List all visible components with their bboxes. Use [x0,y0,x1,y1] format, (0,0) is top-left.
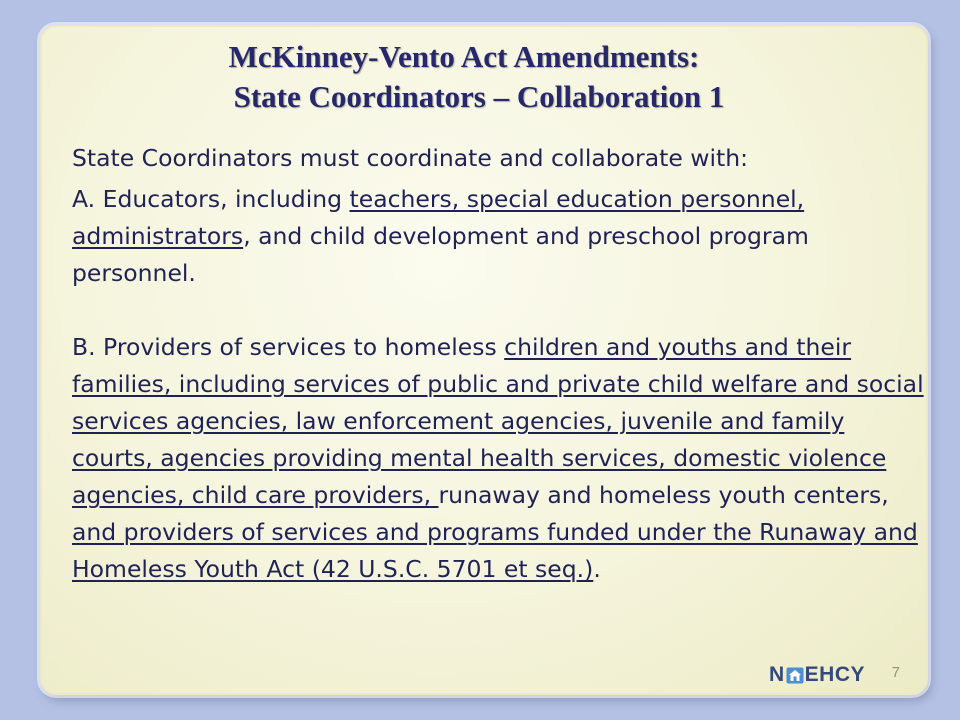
item-b-underlined-2: and providers of services and programs funded under the Runaway and Homeless Youth Act (42 U.S.C. 5701 et seq.) [72,518,918,583]
item-a-paragraph [72,181,928,292]
slide-title [42,37,926,117]
house-icon [786,667,804,684]
item-a-suffix: , and child development and preschool program personnel. [72,222,809,287]
item-b-paragraph [72,329,928,588]
item-a-underlined: teachers, special education personnel, administrators [72,185,805,250]
logo-text-right: EHCY [804,663,866,686]
item-b-middle: runaway and homeless youth centers, [438,481,889,509]
item-b-suffix: . [593,555,601,583]
item-b-underlined-1: children and youths and their families, including services of public and private child welfare and social services agencies, law enforcement agencies, juvenile and family courts, agencies providing mental health services, domestic violence agencies, child care providers, [72,333,924,509]
slide-body [72,140,928,588]
title-line-2: State Coordinators – Collaboration 1 [233,79,725,114]
item-a-prefix: A. Educators, including [72,185,350,213]
nchey-logo [769,663,865,687]
page-number: 7 [891,664,900,681]
title-line-1: McKinney-Vento Act Amendments: [228,39,700,74]
item-b-prefix: B. Providers of services to homeless [72,333,505,361]
logo-text-left: N [769,663,785,686]
intro-text: State Coordinators must coordinate and collaborate with: [72,144,749,172]
slide-panel [40,25,928,695]
